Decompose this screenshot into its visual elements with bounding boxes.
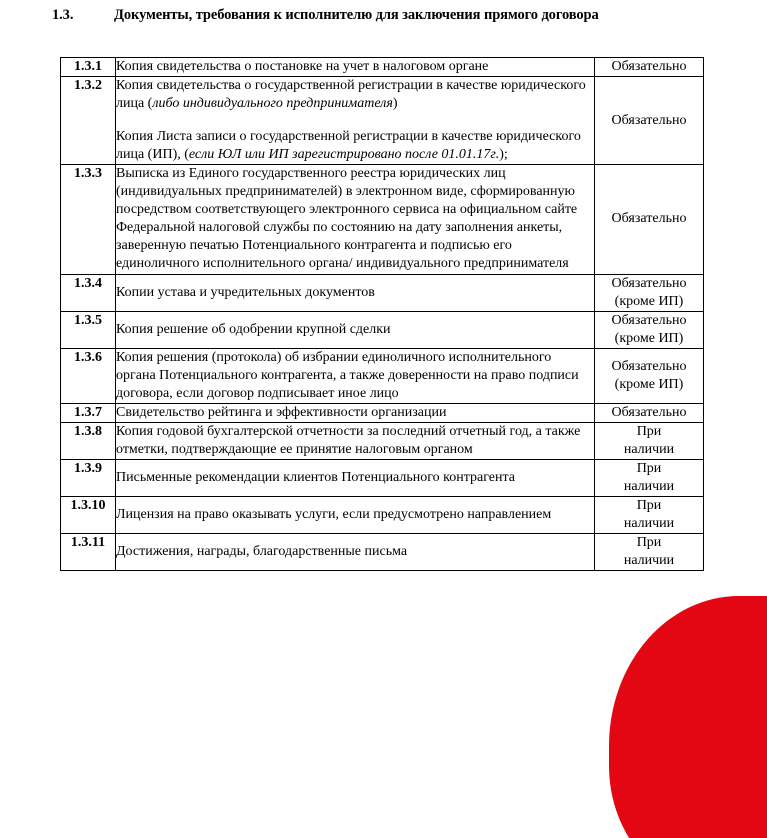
row-number-cell: 1.3.10 — [61, 497, 116, 534]
section-title: Документы, требования к исполнителю для заключения прямого договора — [114, 7, 599, 23]
requirement-line: наличии — [623, 553, 675, 569]
table-row — [61, 311, 704, 348]
row-requirement-cell — [595, 403, 704, 422]
row-number-cell: 1.3.5 — [61, 311, 116, 348]
description-text: Копия годовой бухгалтерской отчетности за последний отчетный год, а также отметки, подтверждающие ее принятие налоговым органом — [116, 423, 581, 457]
requirement-line: Обязательно — [611, 358, 687, 374]
description-paragraph — [116, 77, 594, 113]
row-requirement-cell — [595, 534, 704, 571]
description-text: Копия свидетельства о постановке на учет в налоговом органе — [116, 59, 489, 74]
row-description-cell — [116, 77, 595, 165]
table-row — [61, 165, 704, 274]
description-paragraph — [116, 506, 594, 524]
table-row — [61, 459, 704, 496]
table-row — [61, 534, 704, 571]
requirement-line: (кроме ИП) — [614, 330, 684, 346]
row-description-cell — [116, 311, 595, 348]
requirement-line: При — [636, 498, 662, 514]
requirement-line: Обязательно — [611, 404, 687, 420]
table-row — [61, 422, 704, 459]
table-row — [61, 403, 704, 422]
requirements-table-body — [61, 58, 704, 571]
description-paragraph — [116, 469, 594, 487]
description-paragraph — [116, 284, 594, 302]
row-number-cell: 1.3.7 — [61, 403, 116, 422]
description-text: ); — [499, 147, 508, 163]
row-requirement-cell — [595, 77, 704, 165]
row-description-cell — [116, 459, 595, 496]
description-emphasis: либо индивидуального предпринимателя — [152, 96, 393, 112]
row-description-cell — [116, 348, 595, 403]
row-description-cell — [116, 58, 595, 77]
requirement-line: При — [636, 423, 662, 439]
description-paragraph — [116, 543, 594, 561]
description-paragraph — [116, 404, 594, 422]
row-number-cell: 1.3.2 — [61, 77, 116, 165]
requirement-line: При — [636, 460, 662, 476]
row-description-cell — [116, 403, 595, 422]
table-row — [61, 497, 704, 534]
description-text: Свидетельство рейтинга и эффективности организации — [116, 404, 447, 420]
requirement-line: (кроме ИП) — [614, 376, 684, 392]
description-text: Копия свидетельства о государственной регистрации в качестве юридического лица ( — [116, 78, 586, 112]
row-requirement-cell — [595, 497, 704, 534]
row-number-cell: 1.3.1 — [61, 58, 116, 77]
table-row — [61, 58, 704, 77]
red-corner-swoosh — [577, 578, 767, 838]
description-paragraph — [116, 165, 594, 273]
row-description-cell — [116, 165, 595, 274]
table-row — [61, 348, 704, 403]
description-text: Копия решения (протокола) об избрании единоличного исполнительного органа Потенциального контрагента, а также доверенности на право подписи договора, если договор подписывает иное лицо — [116, 349, 579, 401]
description-text: Копия Листа записи о государственной регистрации в качестве юридического лица (ИП), ( — [116, 129, 581, 163]
table-row — [61, 77, 704, 165]
description-paragraph — [116, 321, 594, 339]
description-text: Копии устава и учредительных документов — [116, 284, 375, 300]
section-heading — [52, 7, 599, 24]
row-number-cell: 1.3.8 — [61, 422, 116, 459]
row-number-cell: 1.3.3 — [61, 165, 116, 274]
description-text: Копия решение об одобрении крупной сделки — [116, 321, 391, 337]
row-number-cell: 1.3.11 — [61, 534, 116, 571]
requirement-line: Обязательно — [611, 59, 687, 74]
row-number-cell: 1.3.9 — [61, 459, 116, 496]
description-text: Выписка из Единого государственного реестра юридических лиц (индивидуальных предпринимателей) в электронном виде, сформированную посредством соответствующего электронного сервиса на официальном сайте Федеральной налоговой службы по состоянию на дату заполнения анкеты, заверенную печатью Потенциального контрагента и подписью его единоличного исполнительного органа/ индивидуального предпринимателя — [116, 166, 578, 272]
requirement-line: (кроме ИП) — [614, 293, 684, 309]
row-requirement-cell — [595, 274, 704, 311]
description-paragraph — [116, 423, 594, 459]
description-text: ) — [392, 96, 398, 112]
requirement-line: наличии — [623, 441, 675, 457]
section-number: 1.3. — [52, 7, 74, 23]
requirement-line: Обязательно — [611, 275, 687, 291]
description-emphasis: если ЮЛ или ИП зарегистрировано после 01.01.17г. — [188, 147, 500, 163]
row-requirement-cell — [595, 422, 704, 459]
description-text: Лицензия на право оказывать услуги, если предусмотрено направлением — [116, 507, 552, 523]
row-requirement-cell — [595, 311, 704, 348]
row-description-cell — [116, 422, 595, 459]
row-requirement-cell — [595, 58, 704, 77]
description-text: Письменные рекомендации клиентов Потенциального контрагента — [116, 470, 516, 485]
description-paragraph — [116, 349, 594, 403]
description-paragraph — [116, 58, 594, 76]
table-row — [61, 274, 704, 311]
red-swoosh-shape — [609, 596, 767, 838]
row-description-cell — [116, 274, 595, 311]
requirement-line: Обязательно — [611, 312, 687, 328]
row-requirement-cell — [595, 165, 704, 274]
description-paragraph — [116, 128, 594, 164]
requirement-line: наличии — [623, 516, 675, 532]
row-description-cell — [116, 497, 595, 534]
row-number-cell: 1.3.4 — [61, 274, 116, 311]
row-description-cell — [116, 534, 595, 571]
row-requirement-cell — [595, 348, 704, 403]
requirement-line: Обязательно — [611, 211, 687, 227]
description-text: Достижения, награды, благодарственные письма — [116, 544, 408, 560]
row-requirement-cell — [595, 459, 704, 496]
requirement-line: Обязательно — [611, 112, 687, 128]
requirement-line: наличии — [623, 479, 675, 495]
requirements-table — [60, 57, 704, 571]
row-number-cell: 1.3.6 — [61, 348, 116, 403]
requirement-line: При — [636, 535, 662, 551]
